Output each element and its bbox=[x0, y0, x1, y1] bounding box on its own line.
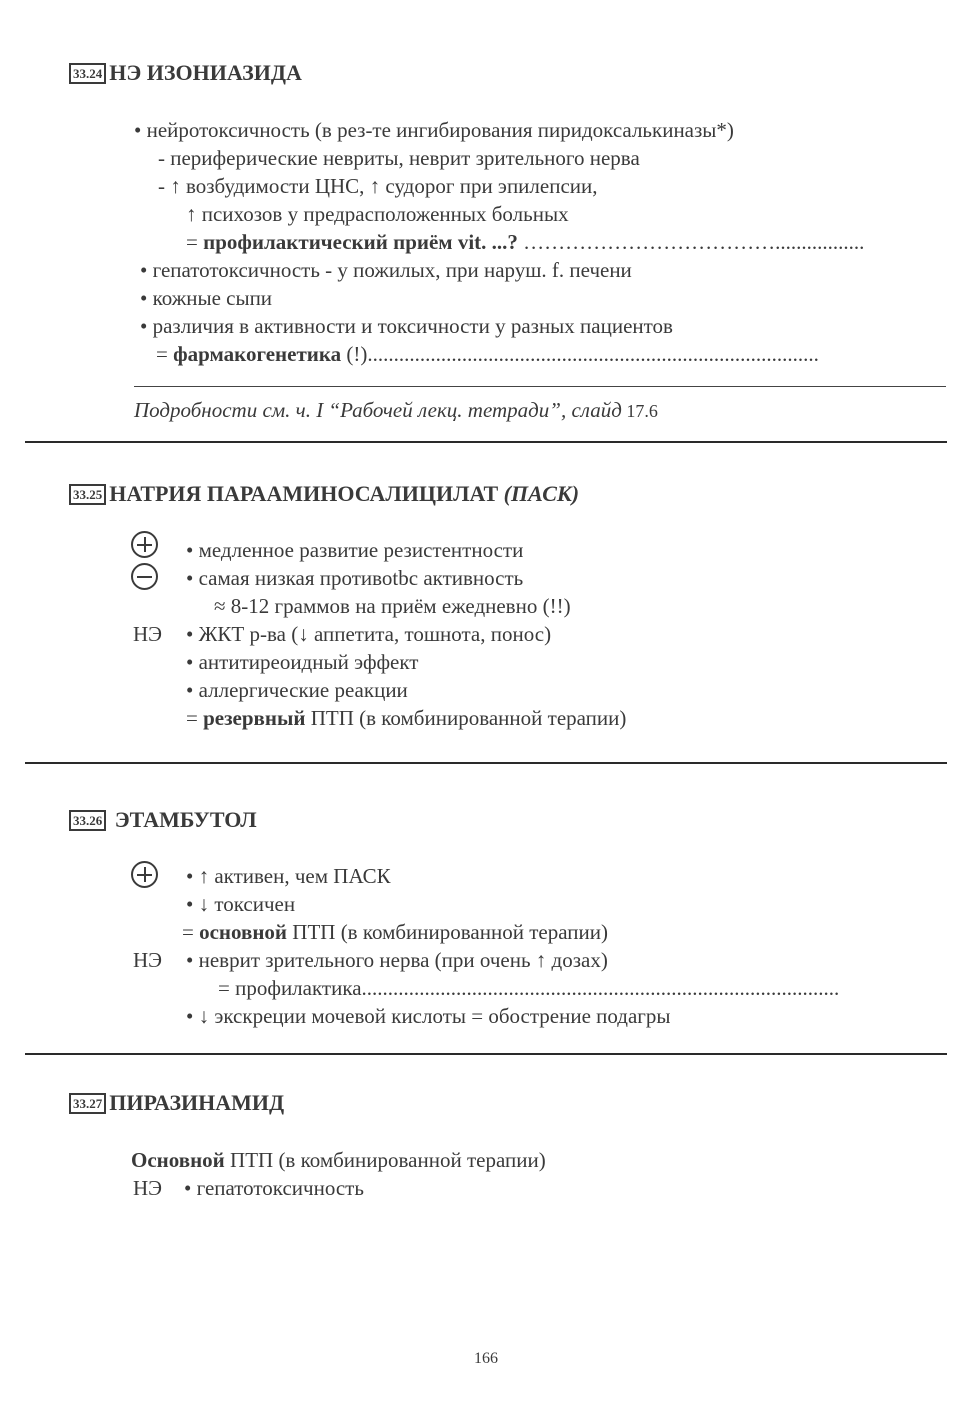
list-item: = резервный ПТП (в комбинированной терапии) bbox=[186, 706, 627, 730]
side-effects-label: НЭ bbox=[133, 948, 163, 972]
reference-note: Подробности см. ч. I “Рабочей лекц. тетради”, слайд 17.6 bbox=[134, 398, 658, 422]
section-title: ЭТАМБУТОЛ bbox=[114, 807, 257, 832]
section-divider bbox=[25, 762, 947, 764]
side-effects-label: НЭ bbox=[133, 1176, 163, 1200]
list-item: • различия в активности и токсичности у разных пациентов bbox=[140, 314, 673, 338]
section-title: НАТРИЯ ПАРААМИНОСАЛИЦИЛАТ bbox=[109, 481, 499, 506]
plus-circle-icon bbox=[131, 861, 158, 888]
section-33-26-heading bbox=[69, 807, 257, 833]
list-item: • нейротоксичность (в рез-те ингибирования пиридоксалькиназы*) bbox=[134, 118, 734, 142]
list-item: ↑ психозов у предрасположенных больных bbox=[186, 202, 569, 226]
side-effects-label: НЭ bbox=[133, 622, 163, 646]
section-number-box: 33.25 bbox=[69, 484, 106, 505]
section-number-box: 33.27 bbox=[69, 1093, 106, 1114]
list-item: • кожные сыпи bbox=[140, 286, 273, 310]
section-number-box: 33.26 bbox=[69, 810, 106, 831]
list-item: = фармакогенетика (!)...................................................................................... bbox=[156, 342, 819, 366]
list-item: = профилактический приём vit. ...? ………………………………................. bbox=[186, 230, 865, 254]
section-33-25-heading: 33.25 НАТРИЯ ПАРААМИНОСАЛИЦИЛАТ (ПАСК) bbox=[69, 481, 579, 507]
page-number: 166 bbox=[474, 1350, 498, 1367]
list-item: • медленное развитие резистентности bbox=[186, 538, 524, 562]
section-33-24-heading bbox=[69, 60, 302, 86]
list-item: • ↑ активен, чем ПАСК bbox=[186, 864, 391, 888]
list-item: Основной ПТП (в комбинированной терапии) bbox=[131, 1148, 546, 1172]
list-item: = основной ПТП (в комбинированной терапии) bbox=[182, 920, 608, 944]
list-item: ≈ 8-12 граммов на приём ежедневно (!!) bbox=[214, 594, 571, 618]
section-divider bbox=[25, 441, 947, 443]
list-item: • ↓ экскреции мочевой кислоты = обострение подагры bbox=[186, 1004, 671, 1028]
list-item: - ↑ возбудимости ЦНС, ↑ судорог при эпилепсии, bbox=[158, 174, 598, 198]
minus-circle-icon bbox=[131, 563, 158, 590]
section-number-box: 33.24 bbox=[69, 63, 106, 84]
section-33-27-heading bbox=[69, 1090, 284, 1116]
section-title: ПИРАЗИНАМИД bbox=[109, 1090, 285, 1115]
list-item: • антитиреоидный эффект bbox=[186, 650, 419, 674]
list-item: = профилактика........................................................................................... bbox=[218, 976, 840, 1000]
list-item: • аллергические реакции bbox=[186, 678, 408, 702]
list-item: - периферические невриты, неврит зрительного нерва bbox=[158, 146, 640, 170]
list-item: • ↓ токсичен bbox=[186, 892, 296, 916]
list-item: • гепатотоксичность - у пожилых, при наруш. f. печени bbox=[140, 258, 632, 282]
section-title: НЭ ИЗОНИАЗИДА bbox=[109, 60, 302, 85]
plus-circle-icon bbox=[131, 531, 158, 558]
divider bbox=[134, 386, 946, 387]
list-item: • ЖКТ р-ва (↓ аппетита, тошнота, понос) bbox=[186, 622, 552, 646]
list-item: • самая низкая противоtbc активность bbox=[186, 566, 524, 590]
list-item: • неврит зрительного нерва (при очень ↑ дозах) bbox=[186, 948, 608, 972]
section-divider bbox=[25, 1053, 947, 1055]
list-item: • гепатотоксичность bbox=[184, 1176, 364, 1200]
